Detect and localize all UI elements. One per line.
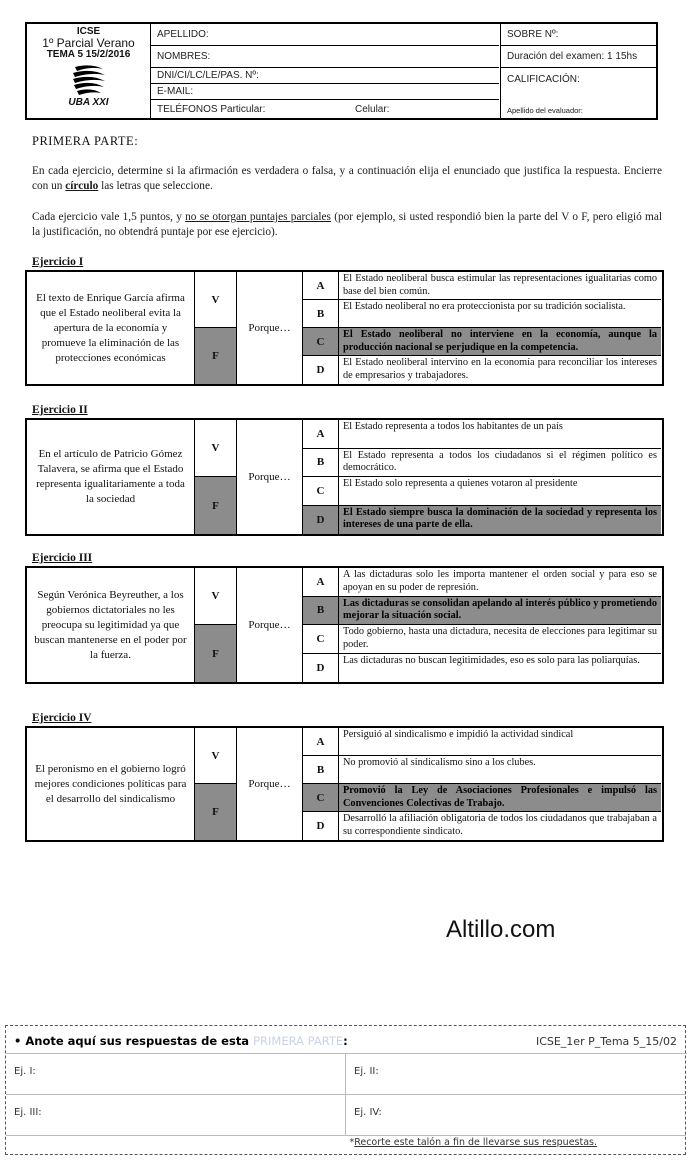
option-letter: D	[303, 506, 339, 535]
option-letter: D	[303, 812, 339, 840]
telefonos-label: TELÉFONOS Particular:	[157, 103, 266, 115]
option-letter: A	[303, 420, 339, 448]
exercise-3-false-option[interactable]: F	[195, 625, 237, 682]
answer-cell-ej-1[interactable]	[6, 1054, 346, 1095]
exercise-3-true-option[interactable]: V	[195, 568, 237, 625]
option-text: Desarrolló la afiliación obligatoria de todos los ciudadanos que trabajaban a su correspondiente sindicato.	[343, 813, 657, 837]
exercise-4-option-d[interactable]	[303, 812, 661, 840]
exercise-4-option-a[interactable]	[303, 728, 661, 756]
option-text: No promovió al sindicalismo sino a los clubes.	[343, 757, 536, 768]
option-text: A las dictaduras solo les importa mantener el orden social y para eso se apoyan en su poder de represión.	[343, 569, 657, 593]
answer-label: Ej. III:	[14, 1107, 42, 1118]
exercise-1-false-option[interactable]: F	[195, 328, 237, 384]
option-letter: D	[303, 654, 339, 683]
part-title: PRIMERA PARTE:	[32, 134, 139, 148]
option-text: Todo gobierno, hasta una dictadura, necesita de elecciones para legitimar su poder.	[343, 626, 657, 650]
calificacion-field[interactable]	[501, 68, 656, 90]
exercise-3-table	[25, 566, 664, 684]
exercise-3-option-d[interactable]	[303, 654, 661, 683]
exercise-4-true-option[interactable]: V	[195, 728, 237, 784]
option-text: El Estado siempre busca la dominación de la sociedad y representa los intereses de una parte de ella.	[343, 506, 657, 530]
student-fields	[151, 24, 501, 118]
uba-xxi-logo-icon	[69, 63, 109, 97]
calificacion-label: CALIFICACIÓN:	[507, 73, 580, 85]
exercise-1-title: Ejercicio I	[32, 256, 84, 268]
option-letter: D	[303, 356, 339, 384]
exercise-4-title: Ejercicio IV	[32, 712, 92, 724]
exercise-3-statement: Según Verónica Beyreuther, a los gobiernos dictatoriales no les preocupa su legitimidad ya que buscan mantenerse en el poder por la fuerza.	[27, 568, 195, 682]
option-letter: C	[303, 328, 339, 355]
option-letter: C	[303, 625, 339, 653]
option-text: El Estado neoliberal intervino en la economía para reconciliar los intereses de empresarios y trabajadores.	[343, 357, 657, 381]
exercise-4-porque: Porque…	[237, 728, 303, 840]
exercise-1-table	[25, 270, 664, 386]
option-text: Persiguió al sindicalismo e impidió la actividad sindical	[343, 729, 574, 740]
instructions-paragraph-2: Cada ejercicio vale 1,5 puntos, y no se otorgan puntajes parciales (por ejemplo, si usted respondió bien la parte del V o F, pero eligió mal la justificación, no obtendrá puntaje por ese ejercicio).	[32, 211, 662, 238]
exercise-2-option-b[interactable]	[303, 449, 661, 478]
answer-stub	[5, 1025, 686, 1155]
sobre-field[interactable]	[501, 24, 656, 46]
exercise-4-option-c[interactable]	[303, 784, 661, 812]
exam-admin-fields	[501, 24, 656, 118]
apellido-field[interactable]	[151, 24, 499, 46]
email-field[interactable]	[151, 84, 499, 100]
dni-field[interactable]	[151, 68, 499, 84]
exercise-1-option-c[interactable]	[303, 328, 661, 356]
exercise-4-table	[25, 726, 664, 842]
exercise-2-table	[25, 418, 664, 536]
exercise-1-statement: El texto de Enrique García afirma que el Estado neoliberal evita la apertura de la economía y promueve la eliminación de las protecciones económicas	[27, 272, 195, 384]
exercise-3-option-a[interactable]	[303, 568, 661, 597]
nombres-label: NOMBRES:	[157, 51, 211, 62]
duracion-label: Duración del examen: 1 15hs	[507, 51, 638, 62]
logo-subject: ICSE	[76, 26, 101, 37]
exercise-3-option-b[interactable]	[303, 597, 661, 626]
exercise-1-option-a[interactable]	[303, 272, 661, 300]
option-letter: B	[303, 300, 339, 327]
apellido-label: APELLIDO:	[157, 29, 209, 40]
option-text: Promovió la Ley de Asociaciones Profesionales e impulsó las Convenciones Colectivas de Trabajo.	[343, 785, 657, 809]
answer-label: Ej. I:	[14, 1066, 36, 1077]
email-label: E-MAIL:	[157, 86, 194, 97]
exercise-3-option-c[interactable]	[303, 625, 661, 654]
stub-heading: • Anote aquí sus respuestas de esta PRIMERA PARTE:	[14, 1034, 348, 1048]
evaluador-label: Apellido del evaluador:	[507, 105, 583, 115]
option-letter: B	[303, 449, 339, 477]
option-text: El Estado neoliberal no interviene en la economía, aunque la producción nacional se perjudique en la competencia.	[343, 329, 657, 353]
option-text: El Estado representa a todos los ciudadanos si el régimen político es democrático.	[343, 449, 657, 473]
stub-answer-grid	[6, 1053, 687, 1135]
logo-tema-date: TEMA 5 15/2/2016	[46, 49, 131, 60]
exercise-2-option-d[interactable]	[303, 506, 661, 535]
exercise-2-title: Ejercicio II	[32, 404, 88, 416]
option-letter: C	[303, 784, 339, 811]
logo-uba-xxi: UBA XXI	[68, 97, 109, 108]
stub-cut-note: *Recorte este talón a fin de llevarse sus respuestas.	[349, 1137, 597, 1148]
answer-cell-ej-3[interactable]	[6, 1095, 346, 1136]
celular-label: Celular:	[355, 103, 390, 115]
exercise-2-option-a[interactable]	[303, 420, 661, 449]
exercise-1-option-b[interactable]	[303, 300, 661, 328]
duracion-field	[501, 46, 656, 68]
dni-label: DNI/CI/LC/LE/PAS. Nº:	[157, 70, 259, 81]
option-text: Las dictaduras no buscan legitimidades, eso es solo para las poliarquías.	[343, 654, 640, 666]
option-letter: A	[303, 728, 339, 755]
exercise-3-porque: Porque…	[237, 568, 303, 682]
option-text: El Estado representa a todos los habitantes de un país	[343, 421, 563, 432]
nombres-field[interactable]	[151, 46, 499, 68]
answer-cell-ej-2[interactable]	[346, 1054, 686, 1095]
answer-label: Ej. IV:	[354, 1107, 382, 1118]
option-letter: A	[303, 568, 339, 596]
sobre-label: SOBRE Nº:	[507, 29, 559, 40]
option-text: El Estado neoliberal no era proteccionista por su tradición socialista.	[343, 301, 626, 312]
option-text: Las dictaduras se consolidan apelando al interés público y prometiendo mejorar la situación social.	[343, 597, 657, 621]
answer-cell-ej-4[interactable]	[346, 1095, 686, 1136]
header-logo-box	[27, 24, 151, 118]
exercise-4-false-option[interactable]: F	[195, 784, 237, 840]
exercise-4-option-b[interactable]	[303, 756, 661, 784]
exercise-1-porque: Porque…	[237, 272, 303, 384]
telefonos-field[interactable]	[151, 100, 499, 118]
exercise-2-false-option[interactable]: F	[195, 477, 237, 534]
site-watermark: Altillo.com	[446, 916, 556, 943]
exam-header	[25, 22, 658, 120]
answer-label: Ej. II:	[354, 1066, 379, 1077]
exercise-2-option-c[interactable]	[303, 477, 661, 506]
exercise-1-true-option[interactable]: V	[195, 272, 237, 328]
logo-exam-name: 1º Parcial Verano	[42, 36, 135, 50]
instructions-paragraph-1: En cada ejercicio, determine si la afirmación es verdadera o falsa, y a continuación elija el enunciado que justifica la respuesta. Encierre con un círculo las letras que seleccione.	[32, 165, 662, 192]
exercise-2-porque: Porque…	[237, 420, 303, 534]
option-letter: C	[303, 477, 339, 505]
exercise-3-title: Ejercicio III	[32, 552, 93, 564]
option-text: El Estado solo representa a quienes votaron al presidente	[343, 478, 578, 489]
exercise-1-option-d[interactable]	[303, 356, 661, 384]
option-letter: A	[303, 272, 339, 299]
exercise-2-statement: En el artículo de Patricio Gómez Talavera, se afirma que el Estado representa igualitariamente a toda la sociedad	[27, 420, 195, 534]
evaluador-field[interactable]	[501, 102, 656, 118]
exercise-4-statement: El peronismo en el gobierno logró mejores condiciones políticas para el desarrollo del sindicalismo	[27, 728, 195, 840]
option-letter: B	[303, 597, 339, 625]
option-text: El Estado neoliberal busca estimular las representaciones igualitarias como base del bien común.	[343, 273, 657, 297]
stub-exam-code: ICSE_1er P_Tema 5_15/02	[535, 1035, 677, 1048]
option-letter: B	[303, 756, 339, 783]
exercise-2-true-option[interactable]: V	[195, 420, 237, 477]
